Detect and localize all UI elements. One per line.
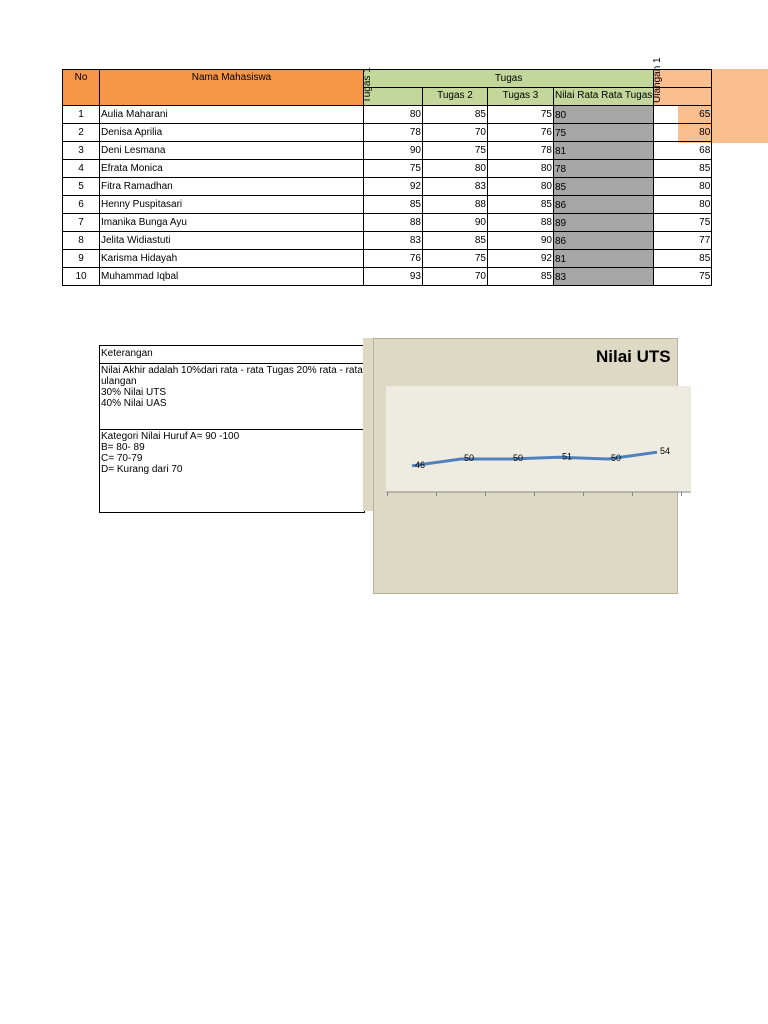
cell-ulangan-1: 75 (654, 214, 712, 232)
cell-nilai-rata-tugas: 81 (554, 250, 654, 268)
cell-nilai-rata-tugas: 83 (554, 268, 654, 286)
cell-tugas-1: 92 (364, 178, 423, 196)
cell-tugas-2: 75 (423, 142, 488, 160)
uts-chart (373, 338, 678, 594)
cell-nama: Muhammad Iqbal (100, 268, 364, 286)
cell-tugas-1: 88 (364, 214, 423, 232)
chart-plot (374, 339, 679, 595)
table-row (63, 232, 712, 250)
cell-nilai-rata-tugas: 86 (554, 232, 654, 250)
chart-frame-edge (363, 338, 373, 511)
cell-tugas-1: 76 (364, 250, 423, 268)
table-row (63, 268, 712, 286)
cell-tugas-3: 88 (488, 214, 554, 232)
data-label: 50 (610, 453, 622, 463)
cell-tugas-1: 85 (364, 196, 423, 214)
notes-kategori: Kategori Nilai Huruf A= 90 -100 B= 80- 89 C= 70-79 D= Kurang dari 70 (101, 431, 240, 475)
cell-tugas-3: 75 (488, 106, 554, 124)
cell-ulangan-1: 77 (654, 232, 712, 250)
cell-no: 2 (63, 124, 100, 142)
cell-nama: Henny Puspitasari (100, 196, 364, 214)
cell-ulangan-1: 85 (654, 160, 712, 178)
cell-ulangan-1: 80 (654, 178, 712, 196)
notes-title: Keterangan (100, 346, 364, 364)
cell-tugas-1: 80 (364, 106, 423, 124)
cell-ulangan-1: 65 (654, 106, 712, 124)
cell-nama: Deni Lesmana (100, 142, 364, 160)
cell-no: 10 (63, 268, 100, 286)
cell-nilai-rata-tugas: 89 (554, 214, 654, 232)
header-ulangan-1: Ulangan 1 (654, 88, 712, 106)
table-row (63, 196, 712, 214)
cell-tugas-3: 80 (488, 178, 554, 196)
notes-formula: Nilai Akhir adalah 10%dari rata - rata Tugas 20% rata - rata ulangan 30% Nilai UTS 40% Nilai UAS (100, 364, 364, 430)
cell-tugas-1: 90 (364, 142, 423, 160)
cell-ulangan-1: 80 (654, 196, 712, 214)
cell-nama: Karisma Hidayah (100, 250, 364, 268)
header-tugas-3: Tugas 3 (488, 88, 554, 106)
header-no: No (63, 70, 100, 106)
cell-ulangan-1: 68 (654, 142, 712, 160)
cell-tugas-2: 80 (423, 160, 488, 178)
cell-nilai-rata-tugas: 80 (554, 106, 654, 124)
header-nama: Nama Mahasiswa (100, 70, 364, 106)
cell-nama: Jelita Widiastuti (100, 232, 364, 250)
cell-tugas-2: 70 (423, 268, 488, 286)
cell-ulangan-1: 75 (654, 268, 712, 286)
cell-tugas-3: 85 (488, 268, 554, 286)
table-row (63, 142, 712, 160)
cell-no: 8 (63, 232, 100, 250)
header-tugas-1: Tugas 1 (364, 88, 423, 106)
plot-area (386, 386, 691, 492)
cell-nilai-rata-tugas: 85 (554, 178, 654, 196)
cell-nilai-rata-tugas: 86 (554, 196, 654, 214)
cell-tugas-1: 83 (364, 232, 423, 250)
table-row (63, 124, 712, 142)
cell-nama: Efrata Monica (100, 160, 364, 178)
cell-tugas-1: 78 (364, 124, 423, 142)
data-label: 46 (414, 459, 426, 470)
cell-nama: Fitra Ramadhan (100, 178, 364, 196)
cell-ulangan-1: 85 (654, 250, 712, 268)
cell-no: 1 (63, 106, 100, 124)
table-row (63, 178, 712, 196)
data-label: 50 (463, 453, 475, 463)
table-row (63, 250, 712, 268)
cell-no: 5 (63, 178, 100, 196)
notes-box (99, 345, 365, 513)
cell-tugas-3: 85 (488, 196, 554, 214)
cell-no: 7 (63, 214, 100, 232)
cell-tugas-1: 93 (364, 268, 423, 286)
cell-tugas-3: 78 (488, 142, 554, 160)
table-row (63, 106, 712, 124)
table-row (63, 214, 712, 232)
cell-nama: Aulia Maharani (100, 106, 364, 124)
data-label: 50 (512, 453, 524, 463)
cell-nama: Denisa Aprilia (100, 124, 364, 142)
cell-tugas-2: 83 (423, 178, 488, 196)
cell-nilai-rata-tugas: 81 (554, 142, 654, 160)
cell-tugas-3: 90 (488, 232, 554, 250)
cell-tugas-2: 70 (423, 124, 488, 142)
header-nilai-rata-tugas: Nilai Rata Rata Tugas (554, 88, 654, 106)
cell-nilai-rata-tugas: 75 (554, 124, 654, 142)
cell-nilai-rata-tugas: 78 (554, 160, 654, 178)
cell-tugas-2: 75 (423, 250, 488, 268)
header-tugas-2: Tugas 2 (423, 88, 488, 106)
cell-tugas-2: 90 (423, 214, 488, 232)
table-row (63, 160, 712, 178)
data-label: 51 (561, 451, 573, 462)
cell-no: 6 (63, 196, 100, 214)
header-tugas-group: Tugas (364, 70, 654, 88)
cell-tugas-1: 75 (364, 160, 423, 178)
cell-tugas-3: 76 (488, 124, 554, 142)
cell-ulangan-1: 80 (654, 124, 712, 142)
grade-table (62, 57, 712, 286)
cell-no: 9 (63, 250, 100, 268)
cell-no: 3 (63, 142, 100, 160)
cell-tugas-3: 80 (488, 160, 554, 178)
cell-nama: Imanika Bunga Ayu (100, 214, 364, 232)
cell-no: 4 (63, 160, 100, 178)
data-label: 54 (659, 446, 671, 457)
cell-tugas-3: 92 (488, 250, 554, 268)
chart-title: Nilai UTS (596, 347, 671, 366)
cell-tugas-2: 85 (423, 232, 488, 250)
cell-tugas-2: 88 (423, 196, 488, 214)
cell-tugas-2: 85 (423, 106, 488, 124)
